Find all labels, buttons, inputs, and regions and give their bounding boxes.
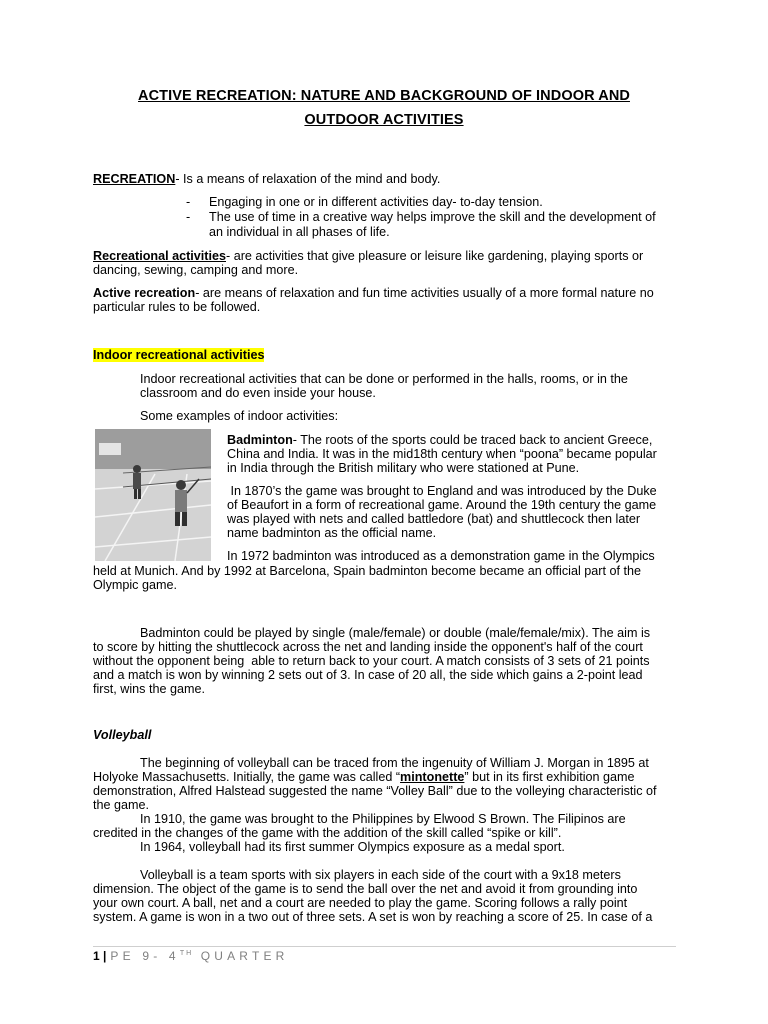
- badminton-p4-line-4: and a match is won by winning 2 sets out of 3. In case of 20 all, the side which gains a 2-point lead: [93, 668, 643, 682]
- badminton-p4-line-1: Badminton could be played by single (male/female) or double (male/female/mix). The aim is: [140, 626, 651, 640]
- volleyball-p1-text-pre: Holyoke Massachusetts. Initially, the game was called “: [93, 770, 401, 784]
- badminton-p1-text: - The roots of the sports could be traced back to ancient Greece,: [292, 433, 653, 447]
- volleyball-p1-text-post: ” but in its first exhibition game: [464, 770, 635, 784]
- page-number: 1: [93, 949, 100, 963]
- badminton-p2-line-4: name badminton as the official name.: [227, 526, 437, 540]
- badminton-p4-line-3: without the opponent being able to return back to your court. A match consists of 3 sets of 21 points: [93, 654, 650, 668]
- recreation-definition-text: - Is a means of relaxation of the mind and body.: [175, 172, 441, 186]
- mintonette-term: mintonette: [400, 770, 465, 784]
- badminton-p1-line-2: China and India. It was in the mid18th century when “poona” became popular: [227, 447, 657, 461]
- badminton-photo-illustration: [95, 429, 211, 561]
- bullet-dash: -: [186, 195, 191, 209]
- active-recreation-text: - are means of relaxation and fun time activities usually of a more formal nature no: [195, 286, 654, 300]
- bullet-dash: -: [186, 210, 191, 224]
- badminton-p3-line-3: Olympic game.: [93, 578, 177, 592]
- badminton-term: Badminton: [227, 433, 293, 447]
- indoor-heading-text: Indoor recreational activities: [93, 348, 265, 362]
- footer-section-post: QUARTER: [193, 949, 289, 963]
- badminton-p1-line-3: in India through the British military who were stationed at Pune.: [227, 461, 580, 475]
- volleyball-p1-line-4: the game.: [93, 798, 150, 812]
- footer-section-sup: TH: [179, 950, 194, 957]
- badminton-p2-line-3: was played with nets and called battledore (bat) and shuttlecock then later: [227, 512, 641, 526]
- badminton-p2-line-1: In 1870’s the game was brought to England and was introduced by the Duke: [227, 484, 657, 498]
- badminton-photo: [95, 429, 211, 561]
- badminton-p2-line-2: of Beaufort in a form of recreational game. Around the 19th century the game: [227, 498, 657, 512]
- active-recreation-term: Active recreation: [93, 286, 196, 300]
- recreational-activities-definition: [93, 249, 643, 263]
- volleyball-p4-line-1: Volleyball is a team sports with six players in each side of the court with a 9x18 meters: [140, 868, 621, 882]
- volleyball-p4-line-2: dimension. The object of the game is to send the ball over the net and avoid it from grounding into: [93, 882, 638, 896]
- volleyball-p1-line-2: [93, 770, 635, 784]
- footer-separator: |: [103, 949, 107, 963]
- volleyball-heading-text: Volleyball: [93, 728, 152, 742]
- badminton-p4-line-2: to score by hitting the shuttlecock across the net and landing inside the opponent's half of the court: [93, 640, 643, 654]
- recreational-activities-line-2: dancing, sewing, camping and more.: [93, 263, 299, 277]
- volleyball-p1-line-3: demonstration, Alfred Halstead suggested the name “Volley Ball” due to the volleying characteristic of: [93, 784, 657, 798]
- badminton-p3-line-1: In 1972 badminton was introduced as a demonstration game in the Olympics: [227, 549, 655, 563]
- indoor-intro-2: classroom and do even inside your house.: [140, 386, 376, 400]
- volleyball-p1-line-1: The beginning of volleyball can be traced from the ingenuity of William J. Morgan in 1895 at: [140, 756, 649, 770]
- recreational-activities-term: Recreational activities: [93, 249, 226, 263]
- active-recreation-definition: [93, 286, 654, 300]
- volleyball-p2-line-2: credited in the changes of the game with the addition of the skill called “spike or kill”.: [93, 826, 562, 840]
- volleyball-p3: In 1964, volleyball had its first summer Olympics exposure as a medal sport.: [140, 840, 565, 854]
- volleyball-heading: [93, 728, 151, 742]
- recreation-definition: [93, 172, 440, 186]
- volleyball-p4-line-4: system. A game is won in a two out of three sets. A set is won by reaching a score of 25. In case of a: [93, 910, 653, 924]
- recreation-term: RECREATION: [93, 172, 176, 186]
- recreation-bullet-2: The use of time in a creative way helps improve the skill and the development of: [209, 210, 656, 224]
- badminton-p3-line-2: held at Munich. And by 1992 at Barcelona, Spain badminton become became an official part of the: [93, 564, 641, 578]
- badminton-p1-line-1: [227, 433, 652, 447]
- recreation-bullet-1: Engaging in one or in different activities day- to-day tension.: [209, 195, 543, 209]
- active-recreation-line-2: particular rules to be followed.: [93, 300, 261, 314]
- indoor-examples-label: Some examples of indoor activities:: [140, 409, 339, 423]
- indoor-intro-1: Indoor recreational activities that can be done or performed in the halls, rooms, or in the: [140, 372, 628, 386]
- recreation-bullet-2-cont: an individual in all phases of life.: [209, 225, 390, 239]
- footer-divider: [93, 946, 676, 947]
- volleyball-p2-line-1: In 1910, the game was brought to the Philippines by Elwood S Brown. The Filipinos are: [140, 812, 626, 826]
- badminton-p4-line-5: first, wins the game.: [93, 682, 205, 696]
- footer-section: [110, 949, 288, 963]
- footer-section-pre: PE 9- 4: [110, 949, 180, 963]
- recreational-activities-text: - are activities that give pleasure or leisure like gardening, playing sports or: [226, 249, 644, 263]
- title-line-2: OUTDOOR ACTIVITIES: [304, 112, 464, 128]
- page-footer: [93, 949, 289, 963]
- indoor-heading: [93, 348, 264, 362]
- volleyball-p4-line-3: your own court. A ball, net and a court are needed to play the game. Scoring follows a rally point: [93, 896, 628, 910]
- title-line-1: ACTIVE RECREATION: NATURE AND BACKGROUND OF INDOOR AND: [138, 88, 630, 104]
